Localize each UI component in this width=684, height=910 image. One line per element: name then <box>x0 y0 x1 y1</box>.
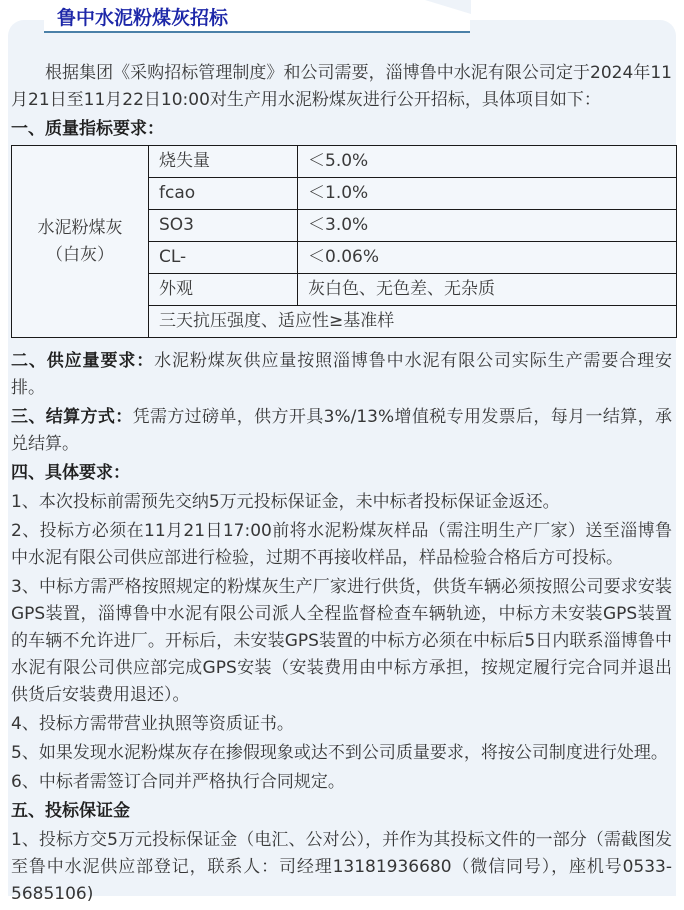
table-cell-category <box>12 146 149 338</box>
table-cell-param: SO3 <box>149 210 298 242</box>
table-cell-param: 烧失量 <box>149 146 298 178</box>
table-cell-value: ＜1.0% <box>298 178 677 210</box>
section-label-supply: 二、供应量要求： <box>11 351 155 371</box>
section-text-supply: 水泥粉煤灰供应量按照淄博鲁中水泥有限公司实际生产需要合理安排。 <box>11 351 673 398</box>
quality-table <box>11 145 677 338</box>
section-label-settlement: 三、结算方式： <box>11 407 133 427</box>
table-cell-value: 灰白色、无色差、无杂质 <box>298 274 677 306</box>
section-settlement <box>11 404 672 458</box>
page-title: 鲁中水泥粉煤灰招标 <box>57 7 229 29</box>
table-cell-value: ＜0.06% <box>298 242 677 274</box>
table-cell-param: 外观 <box>149 274 298 306</box>
requirement-item: 5、如果发现水泥粉煤灰存在掺假现象或达不到公司质量要求，将按公司制度进行处理。 <box>11 743 668 763</box>
table-cell-value: ＜5.0% <box>298 146 677 178</box>
section-text-settlement: 凭需方过磅单，供方开具3%/13%增值税专用发票后，每月一结算，承兑结算。 <box>11 407 672 454</box>
section-supply <box>11 348 672 402</box>
section-heading-requirements: 四、具体要求： <box>11 463 130 483</box>
table-cell-value: ＜3.0% <box>298 210 677 242</box>
table-cell-param: CL- <box>149 242 298 274</box>
table-row <box>12 146 677 178</box>
document-header <box>44 0 470 33</box>
requirement-item: 1、本次投标前需预先交纳5万元投标保证金，未中标者投标保证金返还。 <box>11 492 560 512</box>
requirement-item: 3、中标方需严格按照规定的粉煤灰生产厂家进行供货，供货车辆必须按照公司要求安装GPS装置，淄博鲁中水泥有限公司派人全程监督检查车辆轨迹，中标方未安装GPS装置的车辆不允许进厂。开标后，未安装GPS装置的中标方必须在中标后5日内联系淄博鲁中水泥有限公司供应部完成GPS安装（安装费用由中标方承担，按规定履行完合同并退出供货后安装费用退还）。 <box>11 577 672 705</box>
intro-paragraph: 根据集团《采购招标管理制度》和公司需要，淄博鲁中水泥有限公司定于2024年11月21日至11月22日10:00对生产用水泥粉煤灰进行公开招标，具体项目如下： <box>11 63 672 110</box>
section-heading-quality: 一、质量指标要求： <box>11 119 164 139</box>
section-heading-deposit: 五、投标保证金 <box>11 801 130 821</box>
requirement-item: 4、投标方需带营业执照等资质证书。 <box>11 714 294 734</box>
document-body <box>8 60 676 910</box>
deposit-item: 1、投标方交5万元投标保证金（电汇、公对公），并作为其投标文件的一部分（需截图发至鲁中水泥供应部登记，联系人：司经理13181936680（微信同号），座机号0533-5685106) <box>11 830 672 904</box>
requirement-item: 6、中标者需签订合同并严格执行合同规定。 <box>11 772 345 792</box>
content-card <box>8 20 676 904</box>
category-line-2: （白灰） <box>46 244 114 265</box>
category-line-1: 水泥粉煤灰 <box>37 217 123 238</box>
requirement-item: 2、投标方必须在11月21日17:00前将水泥粉煤灰样品（需注明生产厂家）送至淄博鲁中水泥有限公司供应部进行检验，过期不再接收样品，样品检验合格后方可投标。 <box>11 521 672 568</box>
table-cell-footer: 三天抗压强度、适应性≥基准样 <box>149 306 677 338</box>
table-cell-param: fcao <box>149 178 298 210</box>
